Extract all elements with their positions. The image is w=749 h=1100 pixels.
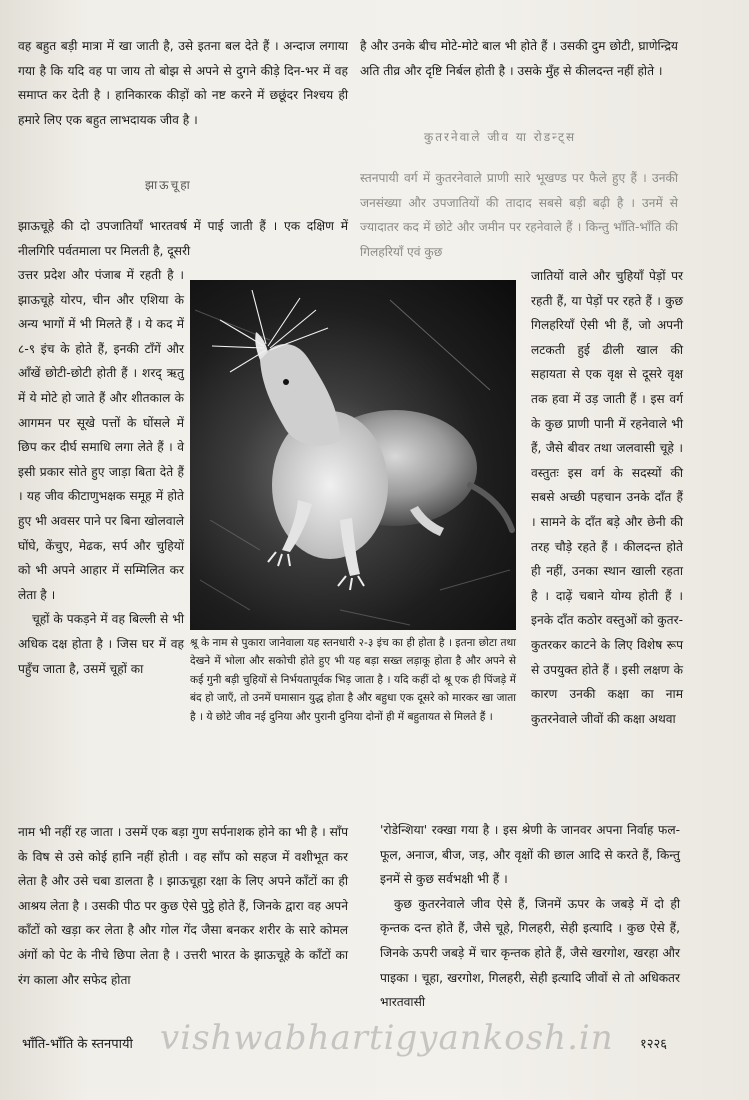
left-column-bottom [18,820,348,992]
paragraph: नाम भी नहीं रह जाता । उसमें एक बड़ा गुण सर्पनाशक होने का भी है । साँप के विष से उसे कोई हानि नहीं होती । वह साँप को सहज में वशीभूत कर लेता है और उसे चबा डालता है । झाऊचूहा रक्षा के लिए अपने काँटों का ही आश्रय लेता है । उसकी पीठ पर कुछ ऐसे पुट्ठे होते हैं, जिनके द्वारा वह अपने काँटों को खड़ा कर लेता है और गोल गेंद जैसा बनकर शरीर के सारे कोमल अंगों को पेट के नीचे छिपा लेता है । उत्तरी भारत के झाऊचूहे के काँटों का रंग काला और सफेद होता [18,825,348,987]
section-heading-left: झाऊचूहा [145,178,192,192]
paragraph: कुछ कुतरनेवाले जीव ऐसे हैं, जिनमें ऊपर के जबड़े में दो ही कृन्तक दन्त होते हैं, जैसे चूहे, गिलहरी, सेही इत्यादि । कुछ ऐसे हैं, जिनके ऊपरी जबड़े में चार कृन्तक होते हैं, जैसे खरगोश, खरहा और पाइका । चूहा, खरगोश, गिलहरी, सेही इत्यादि जीवों से तो अधिकतर भारतवासी [380,896,680,1010]
paragraph: स्तनपायी वर्ग में कुतरनेवाले प्राणी सारे भूखण्ड पर फैले हुए हैं । उनकी जनसंख्या और उपजातियों की तादाद सबसे बड़ी बढ़ी है । उनमें से ज्यादातर कद में छोटे और जमीन पर रहनेवाले हैं । किन्तु भाँति-भाँति की गिलहरियाँ एवं कुछ [360,171,678,259]
paragraph: जातियों वाले और चुहियाँ पेड़ों पर रहती हैं, या पेड़ों पर रहते हैं । कुछ गिलहरियाँ ऐसी भी हैं, जो अपनी लटकती हुई ढीली खाल की सहायता से एक वृक्ष से दूसरे वृक्ष तक हवा में उड़ जाती हैं । इस वर्ग के कुछ प्राणी पानी में रहनेवाले भी हैं, जैसे बीवर तथा जलवासी चूहे । वस्तुतः इस वर्ग के सदस्यों की सबसे अच्छी पहचान उनके दाँत हैं । सामने के दाँत बड़े और छेनी की तरह चौड़े रहते हैं । कीलदन्त होते ही नहीं, उनका स्थान खाली रहता है । दाढ़ें चबाने योग्य होती हैं । इनके दाँत कठोर वस्तुओं को कुतर-कुतरकर काटने के लिए विशेष रूप से उपयुक्त होते हैं । इसी लक्षण के कारण उनकी कक्षा का नाम कुतरनेवाले जीवों की कक्षा अथवा [531,269,683,726]
shrew-photo [190,280,516,630]
paragraph: है और उनके बीच मोटे-मोटे बाल भी होते हैं । उसकी दुम छोटी, घ्राणेन्द्रिय अति तीव्र और दृष्टि निर्बल होती है । उसके मुँह से कीलदन्त नहीं होते । [360,39,678,78]
footer-section-title: भाँति-भाँति के स्तनपायी [22,1037,133,1052]
left-column-top [18,34,348,132]
caption-text: श्रू के नाम से पुकारा जानेवाला यह स्तनधारी २-३ इंच का ही होता है । इतना छोटा तथा देखने में भोला और सकोची होते हुए भी यह बड़ा सख्त लड़ाकू होता है और अपने से कई गुनी बड़ी चुहियों से निर्भयतापूर्वक भिड़ जाता है । यदि कहीं दो श्रू एक ही पिंजड़े में बंद हो जाएँ, तो उनमें घमासान युद्ध होता है और बहुधा एक दूसरे को मारकर खा जाता है । ये छोटे जीव नई दुनिया और पुरानी दुनिया दोनों ही में बहुतायत से मिलते हैं । [190,637,516,723]
right-column-bottom [380,818,680,1015]
right-column-intro [360,166,678,264]
right-column-narrow [531,264,683,731]
right-column-top [360,34,678,83]
paragraph: चूहों के पकड़ने में वह बिल्ली से भी अधिक दक्ष होता है । जिस घर में वह पहुँच जाता है, उसमें चूहों का [18,612,184,676]
page-number: १२२६ [640,1037,668,1052]
shrew-illustration [190,280,516,630]
watermark-text: vishwabhartigyankosh.in [160,1018,614,1058]
paragraph: झाऊचूहे की दो उपजातियाँ भारतवर्ष में पाई जाती हैं । एक दक्षिण में नीलगिरि पर्वतमाला पर मिलती है, दूसरी [18,219,348,258]
paragraph: वह बहुत बड़ी मात्रा में खा जाती है, उसे इतना बल देते हैं । अन्दाज लगाया गया है कि यदि वह पा जाय तो बोझ से अपने से दुगने कीड़े दिन-भर में वह समाप्त कर देती है । हानिकारक कीड़ों को नष्ट करने में छछूंदर निश्चय ही हमारे लिए एक बहुत लाभदायक जीव है । [18,39,348,127]
section-heading-right: कुतरनेवाले जीव या रोडन्ट्स [424,130,577,144]
left-column-intro [18,214,348,263]
paragraph: 'रोडेन्शिया' रक्खा गया है । इस श्रेणी के जानवर अपना निर्वाह फल-फूल, अनाज, बीज, जड़, और वृक्षों की छाल आदि से करते हैं, किन्तु इनमें से कुछ सर्वभक्षी भी हैं । [380,823,680,887]
paragraph: उत्तर प्रदेश और पंजाब में रहती है । झाऊचूहे योरप, चीन और एशिया के अन्य भागों में भी मिलते हैं । ये कद में ८-९ इंच के होते हैं, इनकी टाँगें और आँखें छोटी-छोटी होती हैं । शरद् ऋतु में ये मोटे हो जाते हैं और शीतकाल के आगमन पर सूखे पत्तों के घोंसले में छिप कर दीर्घ समाधि लगा लेते हैं । वे इसी प्रकार सोते हुए जाड़ा बिता देते हैं । यह जीव कीटाणुभक्षक समूह में होते हुए भी अवसर पाने पर बिना खोलवाले घोंघे, केंचुए, मेढक, सर्प और चुहियों को भी अपने आहार में सम्मिलित कर लेता है । [18,268,184,602]
left-column-narrow [18,263,184,681]
photo-caption [190,634,516,726]
